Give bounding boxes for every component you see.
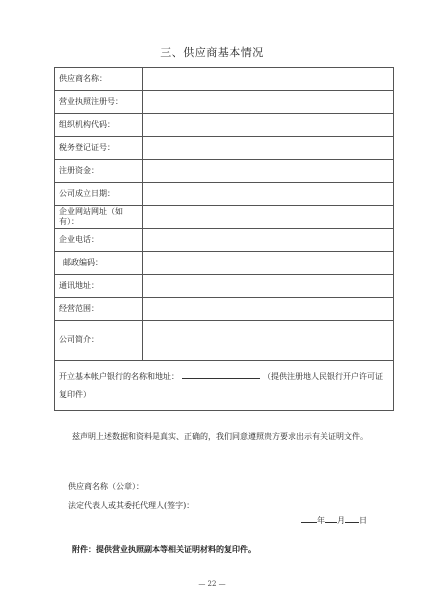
table-row xyxy=(55,229,394,252)
row-value-cell[interactable] xyxy=(143,91,394,114)
row-value-cell[interactable] xyxy=(143,114,394,137)
row-value-cell[interactable] xyxy=(143,183,394,206)
table-row xyxy=(55,183,394,206)
table-row xyxy=(55,68,394,91)
bank-row xyxy=(55,361,394,411)
year-blank[interactable] xyxy=(301,514,317,523)
table-row xyxy=(55,321,394,361)
row-value-cell[interactable] xyxy=(143,206,394,229)
row-value-cell[interactable] xyxy=(143,298,394,321)
month-label: 月 xyxy=(337,516,345,525)
company-seal-label: 供应商名称（公章）： xyxy=(68,482,144,491)
row-value-cell[interactable] xyxy=(143,160,394,183)
day-blank[interactable] xyxy=(345,514,359,523)
month-blank[interactable] xyxy=(325,514,337,523)
row-value-cell[interactable] xyxy=(143,321,394,361)
date-line xyxy=(301,514,367,526)
row-label: 供应商名称： xyxy=(55,68,143,91)
bank-cell xyxy=(55,361,394,411)
page-number: — 22 — xyxy=(198,580,226,588)
row-label: 税务登记证号： xyxy=(55,137,143,160)
bank-label: 开立基本帐户银行的名称和地址： xyxy=(59,371,179,381)
table-row xyxy=(55,298,394,321)
row-label: 公司简介： xyxy=(55,321,143,361)
row-label: 公司成立日期： xyxy=(55,183,143,206)
supplier-info-table xyxy=(54,67,394,411)
row-value-cell[interactable] xyxy=(143,137,394,160)
row-value-cell[interactable] xyxy=(143,229,394,252)
row-label: 企业电话： xyxy=(55,229,143,252)
section-title: 三、供应商基本情况 xyxy=(160,46,264,59)
table-row xyxy=(55,252,394,275)
row-label: 组织机构代码： xyxy=(55,114,143,137)
table-row xyxy=(55,137,394,160)
bank-blank-line[interactable] xyxy=(182,370,260,379)
table-row xyxy=(55,114,394,137)
row-label: 企业网站网址（如有）： xyxy=(55,206,143,229)
representative-signature-label: 法定代表人或其委托代理人(签字)： xyxy=(68,501,195,510)
row-label: 营业执照注册号： xyxy=(55,91,143,114)
row-label: 通讯地址： xyxy=(55,275,143,298)
attachment-note: 附件：提供营业执照副本等相关证明材料的复印件。 xyxy=(72,544,256,554)
declaration-text: 兹声明上述数据和资料是真实、正确的，我们同意遵照贵方要求出示有关证明文件。 xyxy=(72,432,368,441)
row-value-cell[interactable] xyxy=(143,68,394,91)
table-row xyxy=(55,160,394,183)
row-label: 注册资金： xyxy=(55,160,143,183)
row-value-cell[interactable] xyxy=(143,252,394,275)
year-label: 年 xyxy=(317,516,325,525)
row-value-cell[interactable] xyxy=(143,275,394,298)
row-label: 邮政编码： xyxy=(55,252,143,275)
table-row xyxy=(55,91,394,114)
bank-note: （提供注册地人民银行开户许可证复印件） xyxy=(59,371,383,399)
table-row xyxy=(55,275,394,298)
table-row xyxy=(55,206,394,229)
day-label: 日 xyxy=(359,516,367,525)
row-label: 经营范围： xyxy=(55,298,143,321)
